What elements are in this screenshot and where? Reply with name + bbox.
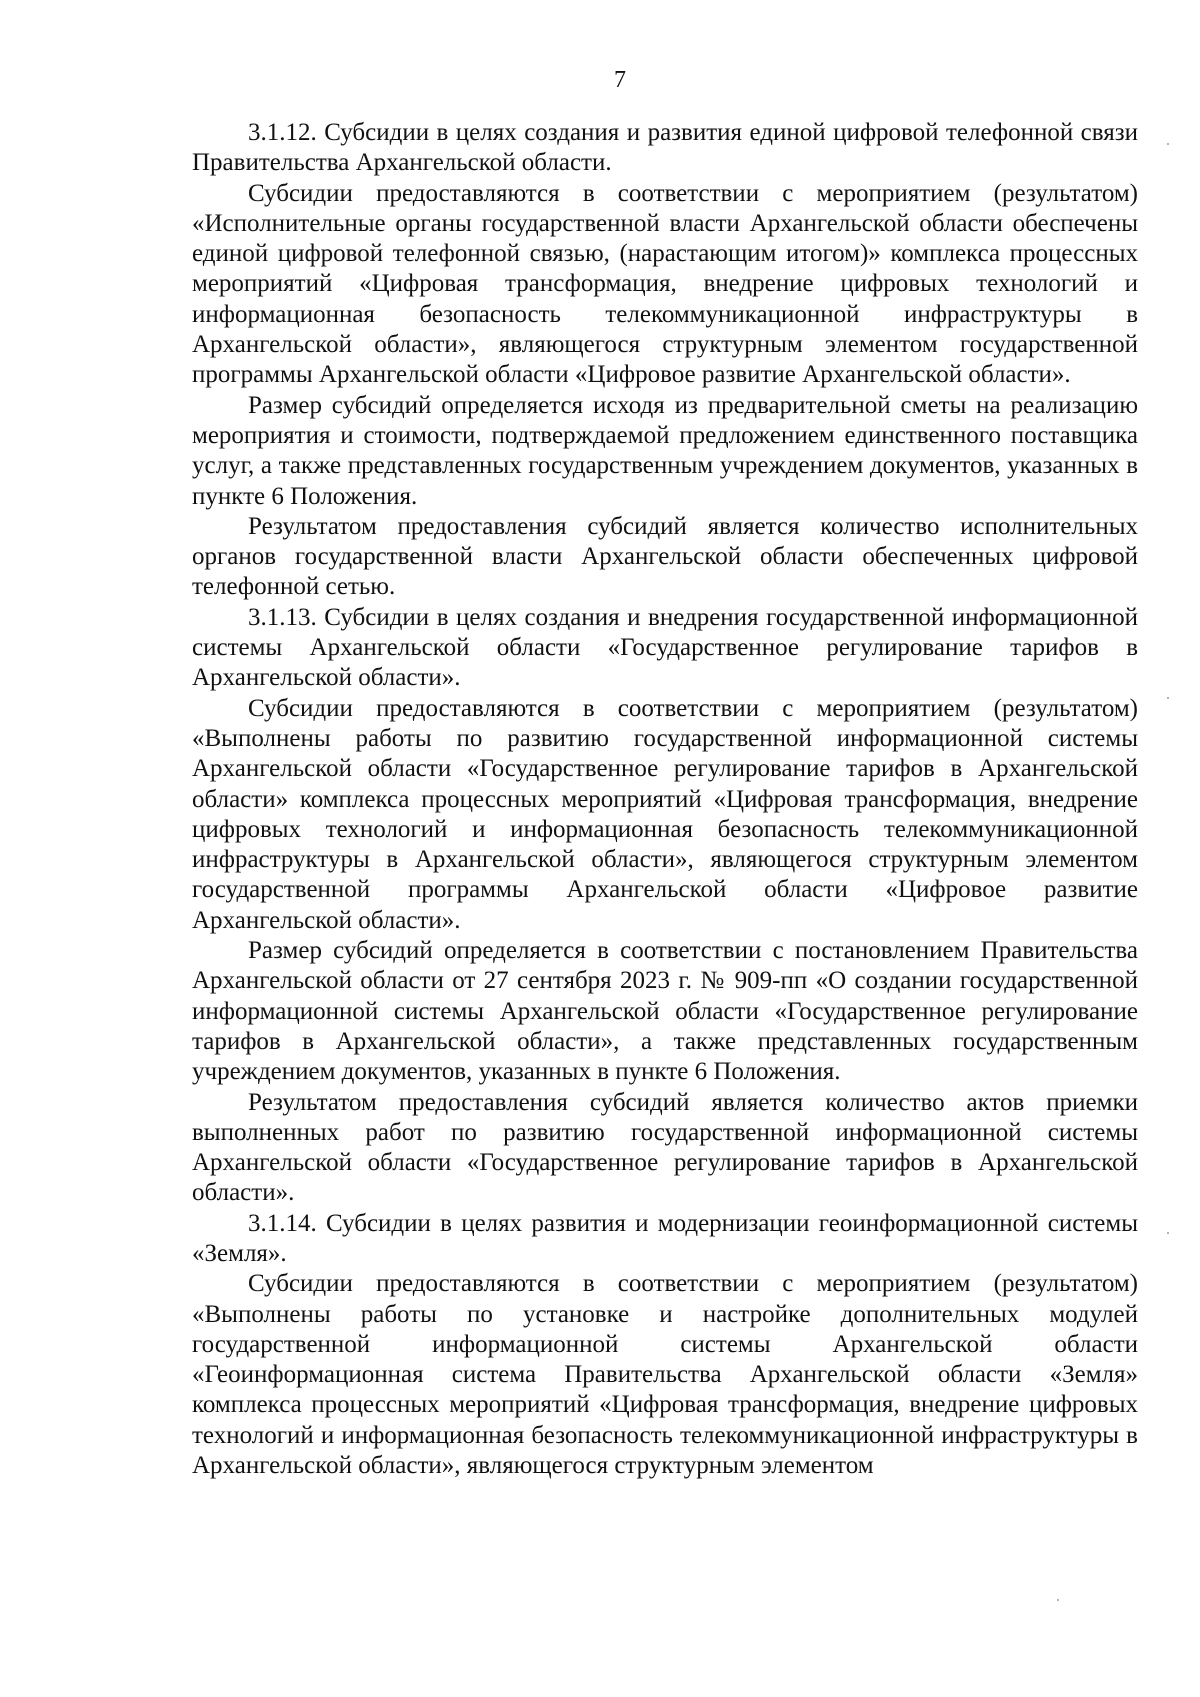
paragraph-3-1-13-heading: 3.1.13. Субсидии в целях создания и внедрения государственной информационной системы Архангельской области «Государственное регулирование тарифов в Архангельской области». [192,603,1138,692]
paragraph-3-1-12-amount: Размер субсидий определяется исходя из предварительной сметы на реализацию мероприятия и стоимости, подтверждаемой предложением единственного поставщика услуг, а также представленных государственным учреждением документов, указанных в пункте 6 Положения. [192,391,1138,510]
paragraph-3-1-13-amount: Размер субсидий определяется в соответствии с постановлением Правительства Архангельской области от 27 сентября 2023 г. № 909-пп «О создании государственной информационной системы Архангельской области «Государственное регулирование тарифов в Архангельской области», а также представленных государственным учреждением документов, указанных в пункте 6 Положения. [192,937,1138,1086]
document-body [192,118,1138,1481]
page-number: 7 [614,67,626,93]
scan-speck [1167,143,1169,145]
paragraph-3-1-13-basis: Субсидии предоставляются в соответствии с мероприятием (результатом) «Выполнены работы по развитию государственной информационной системы Архангельской области «Государственное регулирование тарифов в Архангельской области» комплекса процессных мероприятий «Цифровая трансформация, внедрение цифровых технологий и информационная безопасность телекоммуникационной инфраструктуры в Архангельской области», являющегося структурным элементом государственной программы Архангельской области «Цифровое развитие Архангельской области». [192,694,1138,934]
scan-speck [1167,697,1169,699]
scan-speck [1057,1599,1059,1601]
paragraph-3-1-12-basis: Субсидии предоставляются в соответствии с мероприятием (результатом) «Исполнительные органы государственной власти Архангельской области обеспечены единой цифровой телефонной связью, (нарастающим итогом)» комплекса процессных мероприятий «Цифровая трансформация, внедрение цифровых технологий и информационная безопасность телекоммуникационной инфраструктуры в Архангельской области», являющегося структурным элементом государственной программы Архангельской области «Цифровое развитие Архангельской области». [192,179,1138,389]
paragraph-3-1-13-result: Результатом предоставления субсидий является количество актов приемки выполненных работ по развитию государственной информационной системы Архангельской области «Государственное регулирование тарифов в Архангельской области». [192,1088,1138,1207]
paragraph-3-1-14-basis: Субсидии предоставляются в соответствии с мероприятием (результатом) «Выполнены работы по установке и настройке дополнительных модулей государственной информационной системы Архангельской области «Геоинформационная система Правительства Архангельской области «Земля» комплекса процессных мероприятий «Цифровая трансформация, внедрение цифровых технологий и информационная безопасность телекоммуникационной инфраструктуры в Архангельской области», являющегося структурным элементом [192,1270,1138,1480]
scan-speck [1167,1232,1169,1234]
paragraph-3-1-14-heading: 3.1.14. Субсидии в целях развития и модернизации геоинформационной системы «Земля». [192,1209,1138,1267]
paragraph-3-1-12-heading: 3.1.12. Субсидии в целях создания и развития единой цифровой телефонной связи Правительства Архангельской области. [192,119,1138,177]
paragraph-3-1-12-result: Результатом предоставления субсидий является количество исполнительных органов государственной власти Архангельской области обеспеченных цифровой телефонной сетью. [192,512,1138,601]
